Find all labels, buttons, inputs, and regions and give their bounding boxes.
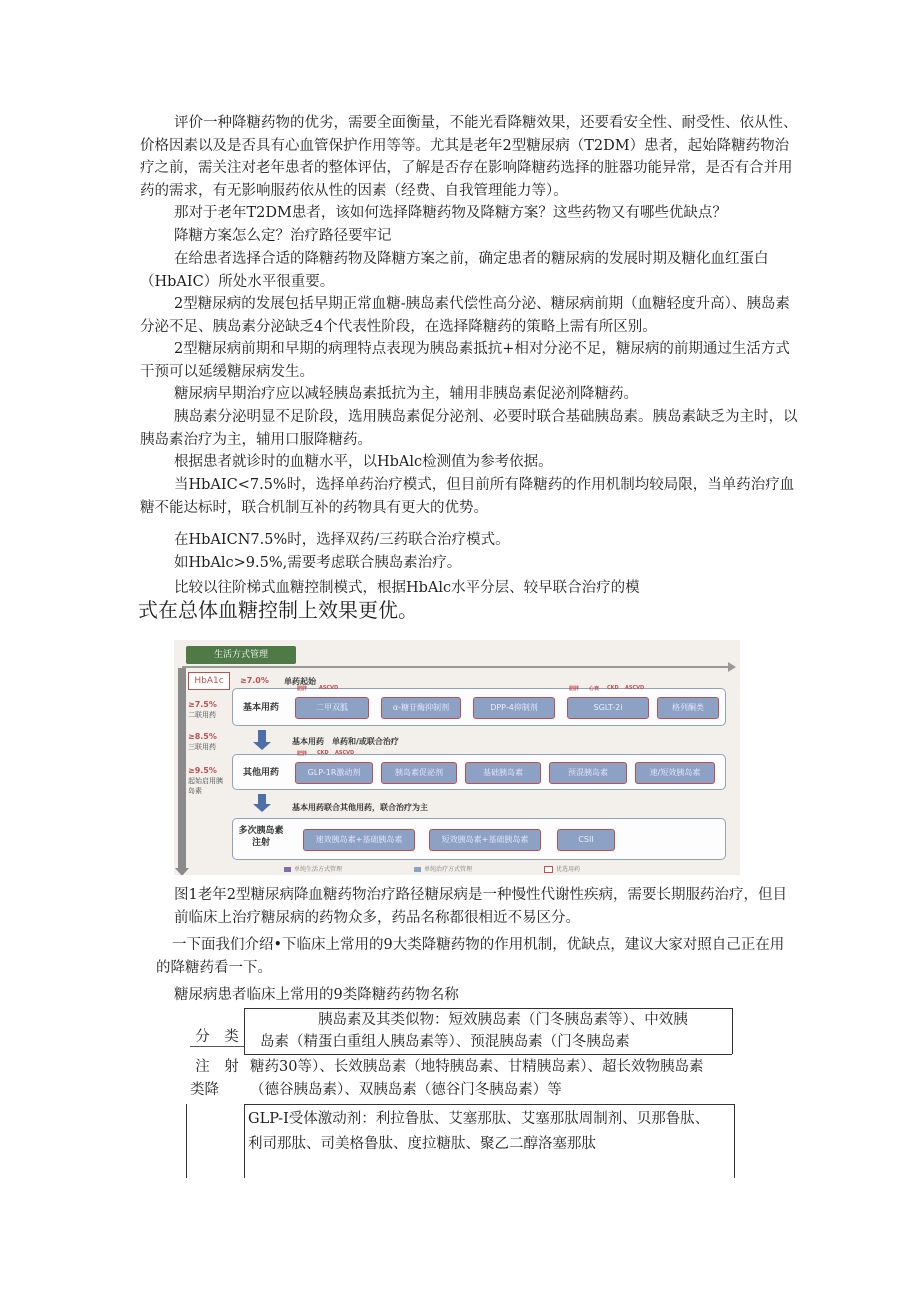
- insulin-line-2: 岛素（精蛋白重组人胰岛素等）、预混胰岛素（门冬胰岛素: [260, 1034, 630, 1050]
- paragraph-intro: 评价一种降糖药物的优劣，需要全面衡量，不能光看降糖效果，还要看安全性、耐受性、依从性、价格因素以及是否具有心血管保护作用等等。尤其是老年2型糖尿病（T2DM）患者，起始降糖药物治疗之前，需关注对老年患者的整体评估，了解是否存在影响降糖药选择的脏器功能异常，是否有合并用药的需求，有无影响服药依从性的因素（经费、自我管理能力等）。: [140, 115, 798, 199]
- drug-pill: 胰岛素促泌剂: [381, 762, 457, 784]
- other-medication-row: [232, 750, 726, 790]
- paragraph-dual: 在HbAICN7.5%时，选择双药/三药联合治疗模式。: [174, 532, 510, 548]
- drug-pill: 预混胰岛素: [549, 762, 627, 784]
- down-arrow: [258, 730, 266, 742]
- drug-pill: 速/短效胰岛素: [635, 762, 715, 784]
- legend-item: 优选用药: [544, 864, 580, 873]
- glp1-line-1: GLP-I受体激动剂：利拉鲁肽、艾塞那肽、艾塞那肽周制剂、贝那鲁肽、: [248, 1111, 710, 1127]
- badge: 肥胖: [297, 751, 308, 757]
- insulin-line-3: 糖药30等）、长效胰岛素（地特胰岛素、甘精胰岛素）、超长效物胰岛素: [250, 1059, 704, 1075]
- row-title: 多次胰岛素注射: [238, 826, 284, 848]
- basic-medication-row: [232, 685, 726, 726]
- table-title: 糖尿病患者临床上常用的9类降糖药药物名称: [174, 987, 459, 1003]
- col-hypoglycemic: 类降: [190, 1082, 219, 1098]
- lifestyle-label: 生活方式管理: [186, 646, 296, 664]
- drug-pill: 格列酮类: [657, 697, 719, 719]
- drug-pill: α-糖苷酶抑制剂: [381, 697, 461, 719]
- insulin-line-4: （德谷胰岛素）、双胰岛素（德谷门冬胰岛素）等: [250, 1082, 562, 1098]
- level-9-5: ≥9.5% 起始启用胰岛素: [188, 766, 223, 795]
- paragraph-stage-hba1c: 在给患者选择合适的降糖药物及降糖方案之前，确定患者的糖尿病的发展时期及糖化血红蛋白（HbAIC）所处水平很重要。: [140, 251, 769, 290]
- paragraph-heading: 降糖方案怎么定？治疗路径要牢记: [174, 228, 392, 244]
- paragraph-mono: 当HbAIC<7.5%时，选择单药治疗模式，但目前所有降糖药的作用机制均较局限，当单药治疗血糖不能达标时，联合机制互补的药物具有更大的优势。: [140, 477, 795, 516]
- glp1-line-2: 利司那肽、司美格鲁肽、度拉糖肽、聚乙二醇洛塞那肽: [248, 1136, 596, 1152]
- link-label-2: 基本用药联合其他用药，联合治疗为主: [292, 803, 428, 812]
- level-7-0: ≥7.0%: [240, 676, 269, 685]
- badge: CKD: [607, 685, 619, 691]
- paragraph-compare: 比较以往阶梯式血糖控制模式，根据HbAlc水平分层、较早联合治疗的模: [174, 580, 640, 596]
- up-down-arrow: [258, 794, 266, 804]
- multiple-insulin-row: [232, 818, 726, 860]
- paragraph-question: 那对于老年T2DM患者，该如何选择降糖药物及降糖方案？这些药物又有哪些优缺点？: [174, 205, 727, 221]
- hba1c-label: HbA1c: [188, 672, 230, 690]
- paragraph-intro-nine: 一下面我们介绍•下临床上常用的9大类降糖药物的作用机制，优缺点，建议大家对照自己正在用的降糖药看一下。: [156, 937, 785, 976]
- paragraph-early-treat: 糖尿病早期治疗应以减轻胰岛素抵抗为主，辅用非胰岛素促泌剂降糖药。: [174, 386, 638, 402]
- level-7-5: ≥7.5% 二联用药: [188, 700, 217, 719]
- legend-item: 单纯治疗方式管理: [414, 864, 472, 873]
- timeline-arrow: [182, 666, 730, 668]
- drug-pill: 基础胰岛素: [465, 762, 541, 784]
- single-start-label: 单药起始: [284, 677, 316, 686]
- badge: ASCVD: [319, 685, 339, 691]
- row-title: 基本用药: [242, 703, 279, 713]
- drug-pill: CSII: [557, 829, 615, 851]
- paragraph-stages: 2型糖尿病的发展包括早期正常血糖-胰岛素代偿性高分泌、糖尿病前期（血糖轻度升高）、胰岛素分泌不足、胰岛素分泌缺乏4个代表性阶段，在选择降糖药的策略上需有所区别。: [140, 296, 790, 335]
- badge: 肥胖: [297, 686, 308, 692]
- col-injection: 注 射: [195, 1059, 239, 1075]
- paragraph-insulin-combo: 如HbAlc>9.5%,需要考虑联合胰岛素治疗。: [174, 555, 462, 571]
- level-8-5: ≥8.5% 三联用药: [188, 732, 217, 751]
- badge: ASCVD: [625, 685, 645, 691]
- badge: CKD: [317, 750, 329, 756]
- paragraph-compare-end: 式在总体血糖控制上效果更优。: [138, 598, 418, 622]
- badge: 肥胖: [569, 686, 580, 692]
- insulin-line-1: 胰岛素及其类似物：短效胰岛素（门冬胰岛素等）、中效胰: [318, 1012, 688, 1028]
- drug-pill: 二甲双胍: [295, 697, 369, 719]
- drug-pill: 短效胰岛素+基础胰岛素: [429, 829, 541, 851]
- badge: 心衰: [589, 686, 600, 692]
- treatment-pathway-figure: [174, 640, 740, 875]
- drug-pill: 速效胰岛素+基础胰岛素: [303, 829, 415, 851]
- figure-caption: 图1老年2型糖尿病降血糖药物治疗路径糖尿病是一种慢性代谢性疾病，需要长期服药治疗，但目前临床上治疗糖尿病的药物众多，药品名称都很相近不易区分。: [174, 887, 787, 926]
- hba1c-axis-arrow: [178, 668, 186, 868]
- drug-pill: SGLT-2i: [567, 697, 649, 719]
- paragraph-insulin-phase: 胰岛素分泌明显不足阶段，选用胰岛素促分泌剂、必要时联合基础胰岛素。胰岛素缺乏为主时，以胰岛素治疗为主，辅用口服降糖药。: [140, 409, 798, 448]
- legend-item: 单纯生活方式管理: [284, 864, 342, 873]
- link-label-1: 基本用药 单药和/或联合治疗: [292, 737, 399, 746]
- col-classification: 分 类: [195, 1029, 239, 1045]
- badge: ASCVD: [335, 750, 355, 756]
- paragraph-hba1c-basis: 根据患者就诊时的血糖水平，以HbAlc检测值为参考依据。: [174, 454, 553, 470]
- drug-pill: DPP-4抑制剂: [473, 697, 555, 719]
- paragraph-early: 2型糖尿病前期和早期的病理特点表现为胰岛素抵抗+相对分泌不足，糖尿病的前期通过生活方式干预可以延缓糖尿病发生。: [140, 341, 790, 380]
- row-title: 其他用药: [242, 768, 279, 778]
- drug-pill: GLP-1R激动剂: [295, 762, 373, 784]
